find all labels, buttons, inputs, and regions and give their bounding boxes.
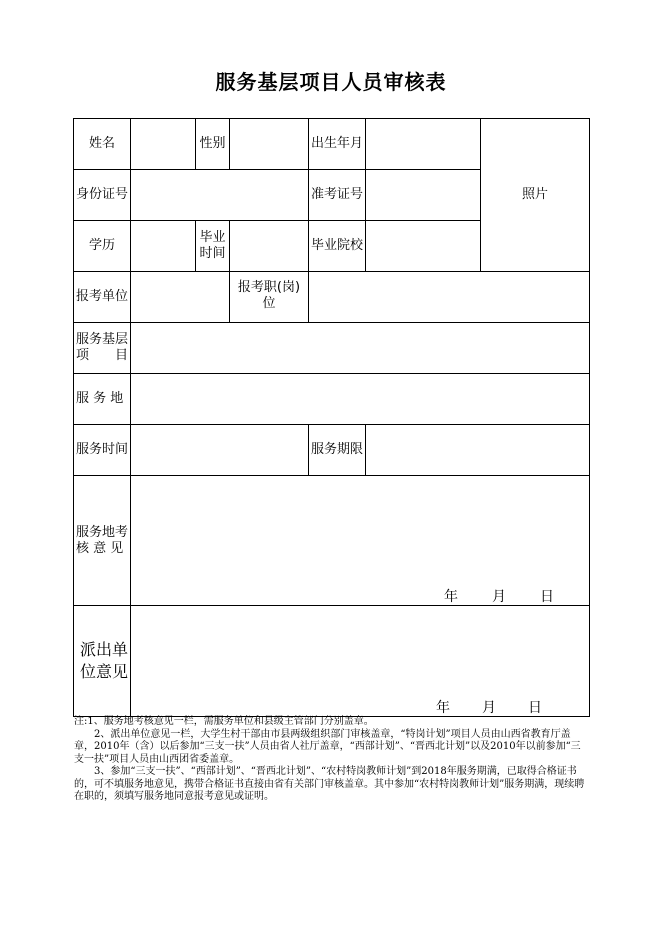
note-1: 注:1、服务地考核意见一栏，需服务单位和县级主管部门分别盖章。: [74, 716, 374, 727]
field-service-project[interactable]: [130, 322, 590, 374]
label-service-project: 服务基层 项 目: [73, 322, 131, 374]
field-apply-position[interactable]: [308, 271, 590, 323]
label-service-term: 服务期限: [308, 424, 366, 476]
field-service-place[interactable]: [130, 373, 590, 425]
label-apply-unit: 报考单位: [73, 271, 131, 323]
field-name[interactable]: [130, 118, 196, 170]
field-gender[interactable]: [229, 118, 309, 170]
label-gender: 性别: [195, 118, 230, 170]
label-service-time: 服务时间: [73, 424, 131, 476]
date-month: 月: [482, 700, 496, 716]
field-grad-school[interactable]: [365, 220, 481, 272]
form-title: 服务基层项目人员审核表: [215, 70, 447, 94]
field-service-term[interactable]: [365, 424, 590, 476]
photo-box[interactable]: 照片: [480, 118, 590, 272]
field-service-time[interactable]: [130, 424, 309, 476]
note-3: 3、参加“三支一扶”、“西部计划”、“晋西北计划”、“农村特岗教师计划”到2018年服务期满，已取得合格证书的，可不填服务地意见，携带合格证书直接由省有关部门审核盖章。其中参加“农村特岗教师计划”服务期满，现续聘在职的，须填写服务地同意报考意见或证明。: [74, 766, 585, 802]
label-education: 学历: [73, 220, 131, 272]
label-apply-position: 报考职(岗) 位: [229, 271, 309, 323]
field-exam-number[interactable]: [365, 169, 481, 221]
note-2: 2、派出单位意见一栏，大学生村干部由市县两级组织部门审核盖章，“特岗计划”项目人员由山西省教育厅盖章，2010年（含）以后参加“三支一扶”人员由省人社厅盖章，“西部计划”、“晋西北计划”以及2010年以前参加“三支一扶”项目人员由山西团省委盖章。: [74, 728, 581, 765]
label-grad-time: 毕业 时间: [195, 220, 230, 272]
label-service-place: 服 务 地: [73, 373, 131, 425]
date-month: 月: [492, 589, 506, 605]
dispatch-opinion-date: [436, 697, 542, 717]
field-birth[interactable]: [365, 118, 481, 170]
field-grad-time[interactable]: [229, 220, 309, 272]
label-birth: 出生年月: [308, 118, 366, 170]
service-opinion-date: [444, 586, 554, 606]
date-year: 年: [436, 700, 450, 716]
label-grad-school: 毕业院校: [308, 220, 366, 272]
label-service-opinion: 服务地考 核 意 见: [73, 475, 131, 606]
label-exam-number: 准考证号: [308, 169, 366, 221]
label-name: 姓名: [73, 118, 131, 170]
label-dispatch-opinion: 派出单 位意见: [73, 605, 131, 717]
field-education[interactable]: [130, 220, 196, 272]
label-id-number: 身份证号: [73, 169, 131, 221]
field-apply-unit[interactable]: [130, 271, 230, 323]
date-day: 日: [540, 589, 554, 605]
date-day: 日: [528, 700, 542, 716]
date-year: 年: [444, 589, 458, 605]
field-id-number[interactable]: [130, 169, 309, 221]
notes-section: [74, 716, 590, 804]
